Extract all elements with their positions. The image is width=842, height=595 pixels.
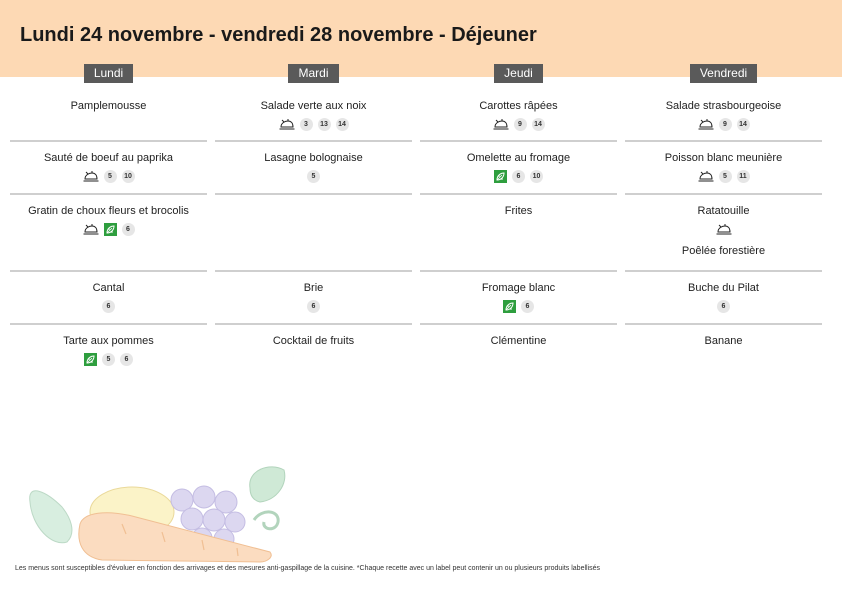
allergen-badge: 5 xyxy=(104,170,117,183)
page-title: Lundi 24 novembre - vendredi 28 novembre - Déjeuner xyxy=(20,24,537,46)
row-divider xyxy=(625,193,822,195)
dish-name: Poisson blanc meunière xyxy=(664,152,783,164)
allergen-badge: 10 xyxy=(530,170,543,183)
dish-name: Fromage blanc xyxy=(481,282,556,294)
allergen-badge: 9 xyxy=(719,118,732,131)
row-divider xyxy=(420,140,617,142)
dish-tags xyxy=(625,117,822,131)
allergen-badge: 11 xyxy=(737,170,750,183)
dish-name: Carottes râpées xyxy=(479,100,558,112)
dish-name: Frites xyxy=(504,205,533,217)
dish-tags xyxy=(625,169,822,183)
dish-tags xyxy=(10,299,207,313)
row-divider xyxy=(625,140,822,142)
organic-label-icon xyxy=(503,300,516,313)
allergen-badge: 13 xyxy=(318,118,331,131)
allergen-badge: 5 xyxy=(719,170,732,183)
row-divider xyxy=(420,193,617,195)
allergen-badge: 9 xyxy=(514,118,527,131)
allergen-badge: 14 xyxy=(336,118,349,131)
row-divider xyxy=(10,323,207,325)
dish-tags xyxy=(215,169,412,183)
row-divider xyxy=(10,193,207,195)
dish-name: Poêlée forestière xyxy=(681,245,766,257)
dish-tags xyxy=(215,299,412,313)
allergen-badge: 3 xyxy=(300,118,313,131)
allergen-badge: 6 xyxy=(102,300,115,313)
dish-name: Gratin de choux fleurs et brocolis xyxy=(28,205,189,217)
day-badge: Lundi xyxy=(84,64,133,83)
dish-name: Omelette au fromage xyxy=(466,152,571,164)
dish-name: Ratatouille xyxy=(697,205,750,217)
homemade-icon xyxy=(83,223,99,236)
dish-tags xyxy=(10,222,207,236)
organic-label-icon xyxy=(84,353,97,366)
allergen-badge: 6 xyxy=(717,300,730,313)
dish-name: Banane xyxy=(704,335,743,347)
homemade-icon xyxy=(493,118,509,131)
row-divider xyxy=(215,323,412,325)
day-badge: Jeudi xyxy=(494,64,543,83)
dish-name: Salade verte aux noix xyxy=(260,100,367,112)
day-column-lundi xyxy=(10,64,207,363)
dish-name: Cantal xyxy=(92,282,125,294)
row-divider xyxy=(10,140,207,142)
homemade-icon xyxy=(83,170,99,183)
allergen-badge: 5 xyxy=(307,170,320,183)
day-column-vendredi xyxy=(625,64,822,347)
allergen-badge: 6 xyxy=(122,223,135,236)
row-divider xyxy=(215,140,412,142)
organic-label-icon xyxy=(104,223,117,236)
footnote: Les menus sont susceptibles d'évoluer en fonction des arrivages et des mesures anti-gaspillage de la cuisine. *Chaque recette avec un label peut contenir un ou plusieurs produits labellisés xyxy=(15,565,601,572)
dish-tags xyxy=(625,222,822,236)
row-divider xyxy=(625,270,822,272)
dish-name: Sauté de boeuf au paprika xyxy=(43,152,174,164)
homemade-icon xyxy=(716,223,732,236)
allergen-badge: 6 xyxy=(521,300,534,313)
row-divider xyxy=(420,323,617,325)
day-column-mardi xyxy=(215,64,412,347)
allergen-badge: 6 xyxy=(120,353,133,366)
allergen-badge: 6 xyxy=(307,300,320,313)
day-column-jeudi xyxy=(420,64,617,347)
dish-tags xyxy=(420,117,617,131)
homemade-icon xyxy=(279,118,295,131)
dish-tags xyxy=(10,169,207,183)
row-divider xyxy=(625,323,822,325)
allergen-badge: 14 xyxy=(737,118,750,131)
row-divider xyxy=(215,193,412,195)
dish-name: Salade strasbourgeoise xyxy=(665,100,782,112)
organic-label-icon xyxy=(494,170,507,183)
row-divider xyxy=(215,270,412,272)
homemade-icon xyxy=(698,118,714,131)
dish-name: Lasagne bolognaise xyxy=(264,152,363,164)
fruits-and-vegetables-illustration xyxy=(22,462,292,564)
dish-name: Buche du Pilat xyxy=(688,282,759,294)
row-divider xyxy=(10,270,207,272)
allergen-badge: 6 xyxy=(512,170,525,183)
homemade-icon xyxy=(698,170,714,183)
dish-name: Cocktail de fruits xyxy=(272,335,355,347)
dish-tags xyxy=(420,169,617,183)
dish-name: Pamplemousse xyxy=(70,100,147,112)
dish-tags xyxy=(420,299,617,313)
dish-tags xyxy=(625,299,822,313)
dish-tags xyxy=(215,117,412,131)
allergen-badge: 5 xyxy=(102,353,115,366)
row-divider xyxy=(420,270,617,272)
dish-tags xyxy=(10,352,207,366)
allergen-badge: 10 xyxy=(122,170,135,183)
allergen-badge: 14 xyxy=(532,118,545,131)
day-badge: Vendredi xyxy=(690,64,757,83)
day-badge: Mardi xyxy=(288,64,338,83)
dish-name: Clémentine xyxy=(490,335,547,347)
dish-name: Brie xyxy=(303,282,324,294)
dish-name: Tarte aux pommes xyxy=(63,335,154,347)
